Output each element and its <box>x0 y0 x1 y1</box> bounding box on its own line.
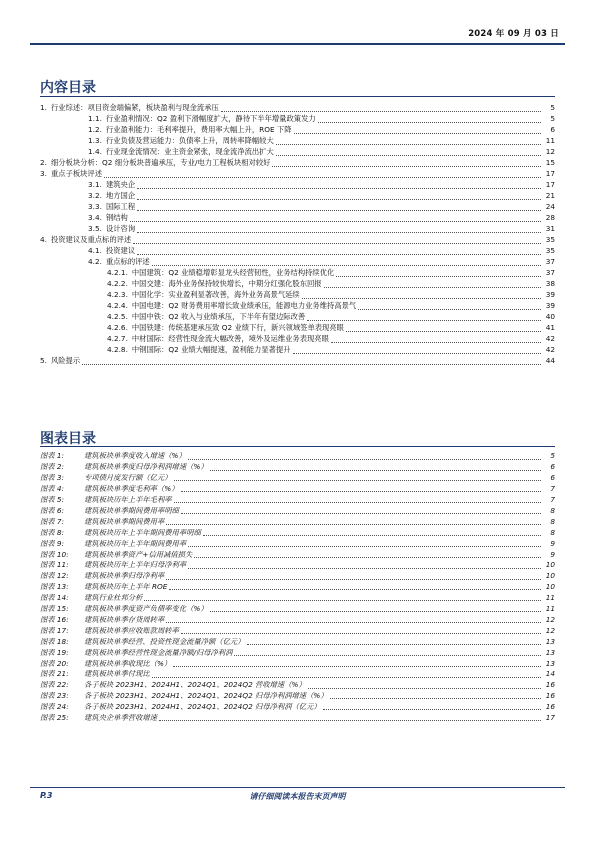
figure-entry[interactable] <box>40 539 555 549</box>
figure-entry[interactable] <box>40 626 555 636</box>
figure-title: 建筑板块单季期间费用率 <box>84 516 165 526</box>
figure-label: 图表 25: <box>40 713 69 723</box>
figure-title: 各子板块 2023H1、2024H1、2024Q1、2024Q2 归母净利润（亿元） <box>84 702 321 712</box>
figure-entry[interactable] <box>40 659 555 669</box>
report-date: 2024 年 09 月 03 日 <box>468 29 559 39</box>
figure-entry[interactable] <box>40 528 555 538</box>
dot-leader <box>210 469 541 471</box>
figure-page: 12 <box>545 614 555 624</box>
figure-label: 图表 22: <box>40 680 69 690</box>
toc-entry-number: 1.1. <box>88 114 102 124</box>
toc-entry-title: 中国电建：Q2 财务费用率增长致业绩承压，能源电力业务维持高景气 <box>131 301 357 311</box>
dot-leader <box>336 275 541 277</box>
dot-leader <box>272 165 541 167</box>
toc-entry[interactable] <box>88 126 555 136</box>
dot-leader <box>307 319 541 321</box>
toc-entry-number: 5. <box>40 356 47 366</box>
toc-entry-page: 39 <box>545 301 555 311</box>
figure-page: 8 <box>550 527 555 537</box>
figure-page: 7 <box>550 495 555 505</box>
toc-entry-number: 4. <box>40 235 47 245</box>
dot-leader <box>188 545 541 547</box>
dot-leader <box>188 567 541 569</box>
figure-label: 图表 20: <box>40 658 69 668</box>
toc-entry[interactable] <box>40 159 555 169</box>
toc-entry-title: 地方国企 <box>105 191 136 201</box>
toc-entry-title: 中材国际：经营性现金流大幅改善，境外及运维业务表现亮眼 <box>131 334 329 344</box>
figure-label: 图表 10: <box>40 549 69 559</box>
toc-entry-page: 41 <box>545 323 555 333</box>
figure-entry[interactable] <box>40 462 555 472</box>
toc-entry[interactable] <box>88 247 555 257</box>
toc-entry-page: 17 <box>545 169 555 179</box>
dot-leader <box>166 523 541 525</box>
figure-page: 17 <box>545 713 555 723</box>
toc-entry[interactable] <box>88 115 555 125</box>
figure-title: 建筑板块单季收现比（%） <box>84 658 172 668</box>
toc-entry-number: 3. <box>40 169 47 179</box>
dot-leader <box>331 341 541 343</box>
toc-entry[interactable] <box>88 214 555 224</box>
toc-entry-number: 1.4. <box>88 147 102 157</box>
dot-leader <box>210 610 541 612</box>
toc-entry-page: 42 <box>545 334 555 344</box>
toc-entry-number: 3.1. <box>88 180 102 190</box>
toc-entry-title: 中钢国际：Q2 业绩大幅提速，盈利能力显著提升 <box>131 345 291 355</box>
figure-page: 10 <box>545 571 555 581</box>
figure-page: 16 <box>545 702 555 712</box>
toc-entry-page: 37 <box>545 268 555 278</box>
figure-entry[interactable] <box>40 702 555 712</box>
dot-leader <box>330 697 541 699</box>
figure-title: 建筑板块单季度归母净利润增速（%） <box>84 462 208 472</box>
toc-entry-number: 3.2. <box>88 191 102 201</box>
toc-entry-number: 3.4. <box>88 213 102 223</box>
toc-entry-number: 2. <box>40 158 47 168</box>
toc-entry[interactable] <box>107 313 555 323</box>
figure-label: 图表 15: <box>40 604 69 614</box>
figure-page: 10 <box>545 582 555 592</box>
toc-entry[interactable] <box>88 137 555 147</box>
toc-entry[interactable] <box>88 203 555 213</box>
figures-title: 图表目录 <box>40 431 96 447</box>
dot-leader <box>234 654 541 656</box>
figure-title: 建筑板块历年上半年 ROE <box>84 582 168 592</box>
toc-entry[interactable] <box>107 346 555 356</box>
toc-entry-title: 钢结构 <box>105 213 128 223</box>
figure-title: 建筑央企单季营收增速 <box>84 713 157 723</box>
figure-title: 建筑板块单季度毛利率（%） <box>84 484 179 494</box>
figure-title: 建筑板块历年上半年毛利率 <box>84 495 172 505</box>
figure-label: 图表 11: <box>40 560 69 570</box>
figure-entry[interactable] <box>40 691 555 701</box>
toc-entry[interactable] <box>107 269 555 279</box>
figure-label: 图表 8: <box>40 527 65 537</box>
toc-entry-page: 44 <box>545 356 555 366</box>
page-number: P.3 <box>40 791 53 800</box>
toc-entry-number: 3.5. <box>88 224 102 234</box>
dot-leader <box>294 132 541 134</box>
dot-leader <box>137 231 541 233</box>
dot-leader <box>276 143 541 145</box>
figure-page: 16 <box>545 691 555 701</box>
figure-title: 建筑板块历年上半年期间费用率明细 <box>84 527 201 537</box>
figure-page: 12 <box>545 625 555 635</box>
figure-title: 各子板块 2023H1、2024H1、2024Q1、2024Q2 营收增速（%） <box>84 680 306 690</box>
dot-leader <box>130 220 541 222</box>
figure-title: 建筑板块单季经营性现金流量净额/归母净利润 <box>84 647 233 657</box>
toc-entry-title: 行业现金流情况：业主资金紧张，现金流净流出扩大 <box>105 147 274 157</box>
dot-leader <box>137 198 541 200</box>
figure-entry[interactable] <box>40 452 555 462</box>
toc-entry-title: 设计咨询 <box>105 224 136 234</box>
toc-entry-title: 行业盈利能力：毛利率提升，费用率大幅上升，ROE 下降 <box>105 125 292 135</box>
dot-leader <box>293 352 541 354</box>
toc-entry-page: 35 <box>545 235 555 245</box>
dot-leader <box>169 588 541 590</box>
dot-leader <box>173 665 541 667</box>
toc-entry-number: 4.2.2. <box>107 279 128 289</box>
toc-entry-number: 1.2. <box>88 125 102 135</box>
figure-page: 6 <box>550 462 555 472</box>
figure-label: 图表 7: <box>40 516 65 526</box>
disclaimer-note: 请仔细阅读本报告末页声明 <box>249 792 346 801</box>
toc-entry[interactable] <box>107 302 555 312</box>
toc-entry[interactable] <box>88 192 555 202</box>
figure-entry[interactable] <box>40 604 555 614</box>
figure-page: 10 <box>545 560 555 570</box>
figure-title: 建筑板块单季期间费用率明细 <box>84 505 179 515</box>
figure-label: 图表 24: <box>40 702 69 712</box>
figure-entry[interactable] <box>40 571 555 581</box>
figure-entry[interactable] <box>40 670 555 680</box>
dot-leader <box>324 286 541 288</box>
toc-entry-title: 中国铁建：传统基建承压致 Q2 业绩下行，新兴领域签单表现亮眼 <box>131 323 344 333</box>
figure-title: 建筑行业杜邦分析 <box>84 593 143 603</box>
toc-entry[interactable] <box>107 291 555 301</box>
figure-label: 图表 18: <box>40 636 69 646</box>
toc-entry-page: 5 <box>550 114 555 124</box>
toc-entry-number: 4.2.8. <box>107 345 128 355</box>
toc-entry-title: 细分板块分析：Q2 细分板块普遍承压，专业/电力工程板块相对较好 <box>50 158 271 168</box>
toc-entry-page: 12 <box>545 147 555 157</box>
figure-label: 图表 14: <box>40 593 69 603</box>
figure-label: 图表 4: <box>40 484 65 494</box>
dot-leader <box>137 209 541 211</box>
figure-entry[interactable] <box>40 473 555 483</box>
dot-leader <box>174 501 541 503</box>
toc-entry-title: 重点子板块评述 <box>50 169 103 179</box>
toc-entry[interactable] <box>88 148 555 158</box>
toc-entry[interactable] <box>40 236 555 246</box>
figure-label: 图表 13: <box>40 582 69 592</box>
figure-page: 11 <box>545 604 555 614</box>
figure-entry[interactable] <box>40 582 555 592</box>
figure-label: 图表 23: <box>40 691 69 701</box>
dot-leader <box>181 632 541 634</box>
figure-label: 图表 3: <box>40 473 65 483</box>
toc-entry-number: 4.2.3. <box>107 290 128 300</box>
toc-entry[interactable] <box>40 104 555 114</box>
toc-entry-page: 17 <box>545 180 555 190</box>
toc-entry-number: 4.2.6. <box>107 323 128 333</box>
dot-leader <box>308 687 541 689</box>
dot-leader <box>358 308 541 310</box>
dot-leader <box>221 110 541 112</box>
figure-label: 图表 19: <box>40 647 69 657</box>
dot-leader <box>194 556 541 558</box>
figure-entry[interactable] <box>40 680 555 690</box>
figure-title: 各子板块 2023H1、2024H1、2024Q1、2024Q2 归母净利润增速（%） <box>84 691 328 701</box>
figure-page: 13 <box>545 636 555 646</box>
figure-page: 14 <box>545 669 555 679</box>
dot-leader <box>181 512 541 514</box>
toc-entry-page: 40 <box>545 312 555 322</box>
toc-entry-title: 重点标的评述 <box>105 257 150 267</box>
figures-title-rule <box>40 446 555 447</box>
toc-entry-title: 行业综述：项目资金端偏紧，板块盈利与现金流承压 <box>50 103 219 113</box>
toc-entry[interactable] <box>88 181 555 191</box>
toc-entry-title: 中国建筑：Q2 业绩稳增彰显龙头经营韧性，业务结构持续优化 <box>131 268 335 278</box>
toc-entry-title: 投资建议及重点标的评述 <box>50 235 132 245</box>
toc-entry-title: 中国化学：实业盈利显著改善，海外业务高景气延续 <box>131 290 300 300</box>
toc-entry[interactable] <box>107 335 555 345</box>
figure-page: 8 <box>550 505 555 515</box>
toc-title-rule <box>40 96 555 97</box>
figure-page: 13 <box>545 647 555 657</box>
figure-page: 5 <box>550 451 555 461</box>
dot-leader <box>323 708 541 710</box>
dot-leader <box>276 154 541 156</box>
toc-entry-page: 31 <box>545 224 555 234</box>
figure-title: 建筑板块单季应收账款周转率 <box>84 625 179 635</box>
toc-entry-page: 5 <box>550 103 555 113</box>
dot-leader <box>181 490 542 492</box>
toc-entry-number: 4.1. <box>88 246 102 256</box>
toc-entry[interactable] <box>40 170 555 180</box>
figure-title: 建筑板块单季经营、投资性现金流量净额（亿元） <box>84 636 245 646</box>
dot-leader <box>318 121 541 123</box>
toc-entry-number: 4.2. <box>88 257 102 267</box>
figure-title: 专项债月度发行额（亿元） <box>84 473 172 483</box>
figure-title: 建筑板块单季存货周转率 <box>84 614 165 624</box>
toc-entry-page: 35 <box>545 246 555 256</box>
figure-label: 图表 5: <box>40 495 65 505</box>
dot-leader <box>152 264 541 266</box>
figure-label: 图表 9: <box>40 538 65 548</box>
figure-title: 建筑板块单季归母净利率 <box>84 571 165 581</box>
toc-entry-title: 中国中铁：Q2 收入与业绩承压，下半年有望边际改善 <box>131 312 306 322</box>
dot-leader <box>82 363 541 365</box>
figure-page: 7 <box>550 484 555 494</box>
dot-leader <box>144 599 541 601</box>
dot-leader <box>302 297 541 299</box>
figure-label: 图表 2: <box>40 462 65 472</box>
toc-entry-page: 24 <box>545 202 555 212</box>
figure-title: 建筑板块单季度资产负债率变化（%） <box>84 604 208 614</box>
figure-entry[interactable] <box>40 517 555 527</box>
toc-entry-page: 11 <box>545 136 555 146</box>
figure-title: 建筑板块单季资产+信用减值损失 <box>84 549 193 559</box>
figure-entry[interactable] <box>40 561 555 571</box>
toc-entry-page: 6 <box>550 125 555 135</box>
figure-title: 建筑板块历年上半年期间费用率 <box>84 538 187 548</box>
figure-entry[interactable] <box>40 637 555 647</box>
toc-entry[interactable] <box>88 225 555 235</box>
toc-entry-title: 投资建议 <box>105 246 136 256</box>
dot-leader <box>152 676 541 678</box>
figure-label: 图表 1: <box>40 451 65 461</box>
header-rule <box>30 43 565 45</box>
toc-entry-number: 1.3. <box>88 136 102 146</box>
toc-entry[interactable] <box>88 258 555 268</box>
toc-entry-number: 1. <box>40 103 47 113</box>
figure-entry[interactable] <box>40 615 555 625</box>
figure-page: 11 <box>545 593 555 603</box>
toc-title: 内容目录 <box>40 80 96 96</box>
toc-entry-title: 风险提示 <box>50 356 81 366</box>
dot-leader <box>137 187 541 189</box>
dot-leader <box>166 578 541 580</box>
toc-entry-title: 行业负债及营运能力：负债率上升，周转率降幅较大 <box>105 136 274 146</box>
toc-entry-number: 4.2.4. <box>107 301 128 311</box>
toc-entry-page: 38 <box>545 279 555 289</box>
toc-entry-page: 37 <box>545 257 555 267</box>
figure-entry[interactable] <box>40 495 555 505</box>
toc-entry[interactable] <box>107 324 555 334</box>
figure-entry[interactable] <box>40 550 555 560</box>
dot-leader <box>203 534 541 536</box>
toc-entry-number: 4.2.7. <box>107 334 128 344</box>
toc-entry-number: 3.3. <box>88 202 102 212</box>
dot-leader <box>247 643 541 645</box>
toc-entry-title: 行业盈利情况：Q2 盈利下滑幅度扩大，静待下半年增量政策发力 <box>105 114 316 124</box>
figure-label: 图表 6: <box>40 505 65 515</box>
dot-leader <box>174 479 541 481</box>
toc-entry[interactable] <box>40 357 555 367</box>
figure-page: 16 <box>545 680 555 690</box>
figure-entry[interactable] <box>40 484 555 494</box>
toc-entry-page: 28 <box>545 213 555 223</box>
toc-entry[interactable] <box>107 280 555 290</box>
figure-label: 图表 21: <box>40 669 69 679</box>
figure-page: 9 <box>550 538 555 548</box>
figure-page: 9 <box>550 549 555 559</box>
toc-entry-page: 15 <box>545 158 555 168</box>
figure-label: 图表 17: <box>40 625 69 635</box>
figure-label: 图表 12: <box>40 571 69 581</box>
figure-label: 图表 16: <box>40 614 69 624</box>
dot-leader <box>104 176 541 178</box>
figure-page: 6 <box>550 473 555 483</box>
figure-entry[interactable] <box>40 648 555 658</box>
toc-entry-page: 21 <box>545 191 555 201</box>
figure-title: 建筑板块单季付现比 <box>84 669 150 679</box>
toc-entry-page: 42 <box>545 345 555 355</box>
toc-entry-number: 4.2.1. <box>107 268 128 278</box>
toc-entry-number: 4.2.5. <box>107 312 128 322</box>
toc-entry-page: 39 <box>545 290 555 300</box>
footer-rule <box>30 787 565 788</box>
figure-title: 建筑板块单季度收入增速（%） <box>84 451 186 461</box>
figure-page: 8 <box>550 516 555 526</box>
toc-entry-title: 国际工程 <box>105 202 136 212</box>
dot-leader <box>346 330 541 332</box>
dot-leader <box>137 253 541 255</box>
figure-entry[interactable] <box>40 506 555 516</box>
figure-title: 建筑板块历年上半年归母净利率 <box>84 560 187 570</box>
toc-entry-title: 中国交建：海外业务保持较快增长，中期分红强化股东回报 <box>131 279 322 289</box>
figure-entry[interactable] <box>40 593 555 603</box>
dot-leader <box>188 458 541 460</box>
dot-leader <box>166 621 541 623</box>
figure-page: 13 <box>545 658 555 668</box>
toc-entry-title: 建筑央企 <box>105 180 136 190</box>
dot-leader <box>133 242 541 244</box>
figure-entry[interactable] <box>40 713 555 723</box>
dot-leader <box>159 719 541 721</box>
